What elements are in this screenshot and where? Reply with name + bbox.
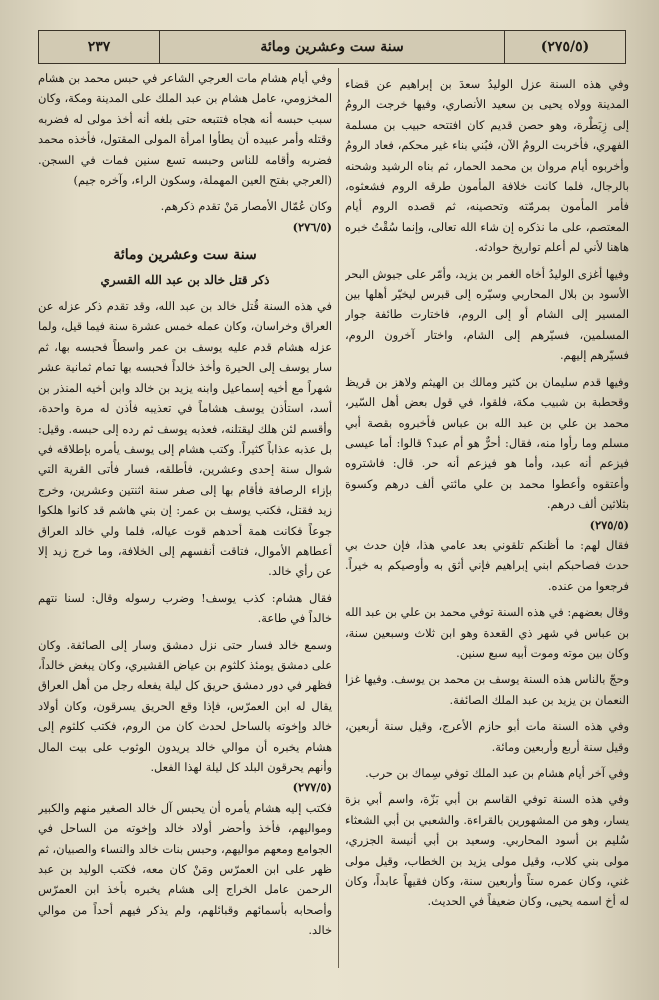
paragraph: وكان عُمّال الأمصار مَنْ تقدم ذكرهم. xyxy=(160,199,332,214)
page-header xyxy=(38,30,626,64)
paragraph: وفيها أغزى الوليدُ أخاه الغمر بن يزيد، وأمّر على جيوش البحر الأسود بن بلال المحاربي وسيّره إلى قبرس ليخيّر أهلها بين المسير إلى الشام أو إلى الروم، فاختارت طائفة جوار المسلمين، فسيّرهم إلى الشام، واختار آخرون الروم، فسيّرهم إليهم. xyxy=(345,266,629,363)
page-number: ٢٣٧ xyxy=(39,31,159,63)
page-reference: (٢٧٥/٥) xyxy=(589,517,629,532)
paragraph: وسمع خالد فسار حتى نزل دمشق وسار إلى الصائفة. وكان على دمشق يومئذ كلثوم بن عياض القشيري، وكان يبغض خالداً، فظهر في دور دمشق حريق كل ليلة يفعله رجل من أهل العراق يقال له ابن العمرّس، فإذا وقع الحريق يسرقون، وكان أولاد خالد وإخوته بالساحل لحدث كان من الروم، فكتب كلثوم إلى هشام يخبره أن موالي خالد يريدون الوثوب على بيت المال وأنهم يحرقون البلد كل ليلة لهذا الفعل. xyxy=(38,637,332,774)
paragraph: وفي آخر أيام هشام بن عبد الملك توفي سِماك بن حرب. xyxy=(365,766,629,780)
paragraph: وفي هذه السنة توفي القاسم بن أبي بَزّة، واسم أبي بزة يسار، وهو من المشهورين بالقراءة. والشعبي بن أبي الشعثاء سُليم بن أسود المحاربي. وسعيد بن أبي أنيسة الجزري، مولى بني كلاب، وقيل مولى يزيد بن الخطاب، وقيل مولى غني، وكان عمره ستاً وأربعين سنة، وكان فقيهاً عابداً، وكان له أخ اسمه يحيى، وكان ضعيفاً في الحديث. xyxy=(345,792,629,909)
paragraph: وفيها قدم سليمان بن كثير ومالك بن الهيثم ولاهز بن قريظ وقحطبة بن شبيب مكة، فلقوا، في قول بعض أهل السّير، محمد بن علي بن عبد الله بن عباس فأخبروه بقصة أبي مسلم وما رأوا منه، فقال: أحرٌّ هو أم عبد؟ قالوا: أما عيسى فيزعم أنه عبد، وأما هو فيزعم أنه حر. قال: فاشتروه وأعتقوه وأعطوا محمد بن علي مائتي ألف درهم وكسوة بثلاثين ألف درهم. xyxy=(345,374,629,512)
section-title: سنة ست وعشرين ومائة xyxy=(113,247,257,264)
paragraph: وفي هذه السنة عزل الوليدُ سعدَ بن إبراهيم عن قضاء المدينة وولاه يحيى بن سعيد الأنصاري، وفيها خرجت الرومُ إلى زِبَطْرة، وهو حصن قديم كان افتتحه حبيب بن مسلمة الفهري، فأخربت الرومُ الآن، فبُني بناء غير محكم، فعاد الرومُ وأخربوه أيام مروان بن محمد الحمار، ثم بناه الرشيد وشحنه بالرجال، فلما كانت خلافة المأمون طرقه الروم فشعثوه، فأمر المأمون بمرمّته وتحصينه، ثم قصده الروم أيام المعتصم، على ما نذكره إن شاء الله تعالى، وإنما سُقْتُ خبره هاهنا لأني لم أعلم تواريخ حوادثه. xyxy=(345,77,629,255)
paragraph: فقال لهم: ما أظنكم تلقوني بعد عامي هذا، فإن حدث بي حدث فصاحبكم ابني إبراهيم فإني أثق به وأوصيكم به خيراً. فرجعوا من عنده. xyxy=(345,537,629,593)
paragraph: وحجّ بالناس هذه السنة يوسف بن محمد بن يوسف. وفيها غزا النعمان بن يزيد بن عبد الملك الصائفة. xyxy=(345,672,629,707)
paragraph: وقال بعضهم: في هذه السنة توفي محمد بن علي بن عبد الله بن عباس في شهر ذي القعدة وهو ابن ثلاث وسبعين سنة، وكان بين موته وموت أبيه سبع سنين. xyxy=(345,605,629,660)
paragraph: فكتب إليه هشام يأمره أن يحبس آل خالد الصغير منهم والكبير ومواليهم، فأخذ وأحضر أولاد خالد وإخوته من الساحل في الجوامع ومعهم مواليهم، وحبس بنات خالد والنساء والصبيان، ثم ظهر على ابن العمرّس ومَنْ كان معه، فكتب الوليد بن عبد الرحمن عامل الخراج إلى هشام يخبره بأخذ ابن العمرّس وأصحابه بأسمائهم وقبائلهم، ولم يذكر فيهم أحداً من موالي خالد. xyxy=(38,800,332,938)
column-divider xyxy=(338,68,339,968)
subsection-title: ذكر قتل خالد بن عبد الله القسري xyxy=(100,272,270,287)
paragraph: في هذه السنة قُتل خالد بن عبد الله، وقد تقدم ذكر عزله عن العراق وخراسان، وكان عمله خمس عشرة سنة فيما قيل، ولما عزله هشام قدم عليه يوسف بن عمر واسطاً فحبسه بها، ثم سار يوسف إلى الحيرة وأخذ خالداً فحبسه بها تمام ثمانية عشر شهراً مع أخيه إسماعيل وابنه يزيد بن خالد وابن أخيه المنذر بن أسد، استأذن يوسف هشاماً في تعذيبه فأذن له مرة واحدة، وأقسم لئن هلك ليقتلنه، فعذبه يوسف ثم رده إلى حبسه. وقيل: بل عذبه عذاباً كثيراً. وكتب هشام إلى يوسف يأمره بإطلاقه في شوال سنة إحدى وعشرين، فأطلقه، فسار فأتى القرية التي بإزاء الرصافة فأقام بها إلى صفر سنة اثنتين وعشرين، وخرج زيد فقتل، فكتب يوسف بن عمر: إن بني هاشم قد كانوا هلكوا جوعاً فكانت همة أحدهم قوت عياله، فلما ولي خالد العراق أعطاهم الأموال، فتاقت أنفسهم إلى الخلافة، وما خرج زيد إلا عن رأي خالد. xyxy=(38,299,332,579)
right-column xyxy=(345,74,629,974)
paragraph: فقال هشام: كذب يوسف! وضرب رسوله وقال: لسنا نتهم خالداً في طاعة. xyxy=(38,590,332,626)
paragraph: وفي أيام هشام مات العرجي الشاعر في حبس محمد بن هشام المخزومي، عامل هشام بن عبد الملك على المدينة ومكة، وكان سبب حبسه أنه هجاه فتتبعه حتى بلغه أنه أخذ مولى له فضربه وقتله وأمر عبيده أن يطأوا امرأة المولى المقتول، فأخذه محمد فضربه وأقامه للناس وحبسه تسع سنين فمات في السجن. (العرجي بفتح العين المهملة، وسكون الراء، وآخره جيم) xyxy=(38,71,332,188)
page-reference: (٢٧٧/٥) xyxy=(292,780,332,795)
header-title: سنة ست وعشرين ومائة xyxy=(159,31,504,63)
left-column xyxy=(38,68,332,968)
page-reference: (٢٧٦/٥) xyxy=(292,219,332,234)
header-reference: (٢٧٥/٥) xyxy=(504,31,625,63)
paragraph: وفي هذه السنة مات أبو حازم الأعرج، وقيل سنة أربعين، وقيل سنة أربع وأربعين ومائة. xyxy=(345,719,629,754)
